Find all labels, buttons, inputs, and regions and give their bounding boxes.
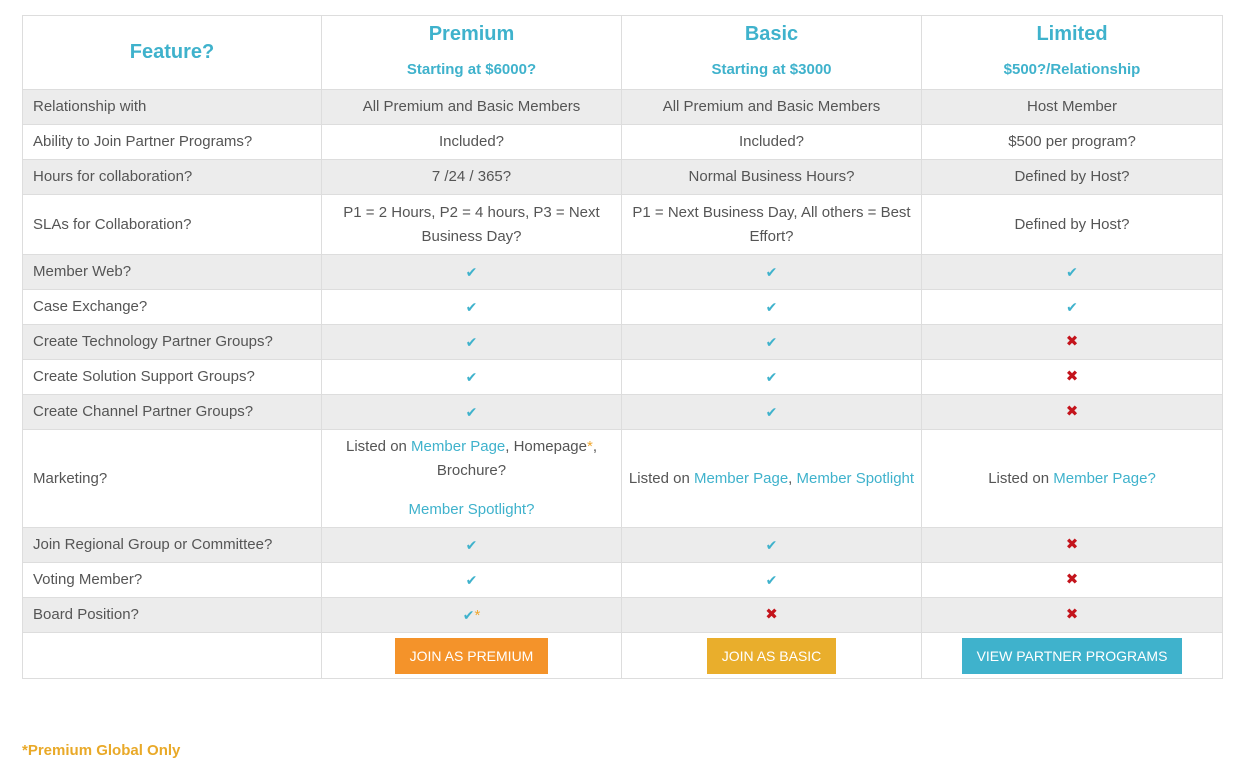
plan-name-basic: Basic: [744, 22, 799, 45]
cross-icon: ✖: [1065, 403, 1079, 420]
feature-label: SLAs for Collaboration?: [23, 195, 322, 255]
cell-basic: P1 = Next Business Day, All others = Best Effort?: [622, 195, 922, 255]
check-icon: ✔: [765, 571, 778, 588]
table-row: [23, 528, 1223, 563]
cell-basic: [622, 325, 922, 360]
member-page-link[interactable]: Member Page: [411, 438, 506, 455]
feature-label: Marketing?: [23, 430, 322, 528]
cell-basic: [622, 395, 922, 430]
table-row: [23, 125, 1223, 160]
feature-label: Hours for collaboration?: [23, 160, 322, 195]
feature-label: Member Web?: [23, 255, 322, 290]
feature-label: Create Channel Partner Groups?: [23, 395, 322, 430]
check-icon: ✔: [462, 606, 475, 623]
plan-header-limited: [922, 16, 1223, 90]
check-icon: ✔: [465, 536, 478, 553]
cross-icon: ✖: [765, 606, 778, 623]
cell-limited: [922, 528, 1223, 563]
cell-limited: [922, 598, 1223, 633]
cell-basic: [622, 598, 922, 633]
cross-icon: ✖: [1065, 536, 1079, 553]
cell-basic: [622, 290, 922, 325]
table-header-row: [23, 16, 1223, 90]
check-icon: ✔: [765, 368, 778, 385]
check-icon: ✔: [465, 368, 478, 385]
check-icon: ✔: [765, 333, 778, 350]
cell-limited: [922, 255, 1223, 290]
check-icon: ✔: [765, 403, 778, 420]
table-row: [23, 360, 1223, 395]
cell-premium: Included?: [322, 125, 622, 160]
footnote: *Premium Global Only: [22, 742, 181, 759]
cell-limited: [922, 290, 1223, 325]
cell-premium: [322, 633, 622, 679]
cell-premium: [322, 255, 622, 290]
cell-basic: [622, 360, 922, 395]
cell-basic: [622, 255, 922, 290]
cell-limited: Defined by Host?: [922, 160, 1223, 195]
table-row: [23, 255, 1223, 290]
cell-basic: [622, 633, 922, 679]
brochure-text: Brochure?: [436, 462, 507, 479]
listed-on-text: Listed on: [346, 438, 412, 455]
plan-header-premium: [322, 16, 622, 90]
cell-premium: [322, 430, 622, 528]
cell-premium: [322, 325, 622, 360]
asterisk: *: [586, 438, 593, 455]
check-icon: ✔: [1066, 298, 1078, 315]
cell-premium: P1 = 2 Hours, P2 = 4 hours, P3 = Next Business Day?: [322, 195, 622, 255]
cell-premium: [322, 395, 622, 430]
join-basic-button[interactable]: JOIN AS BASIC: [707, 638, 837, 674]
cell-premium: [322, 528, 622, 563]
plan-price-premium: Starting at $6000?: [406, 60, 537, 78]
join-premium-button[interactable]: JOIN AS PREMIUM: [395, 638, 549, 674]
cell-premium: All Premium and Basic Members: [322, 90, 622, 125]
cell-premium: [322, 290, 622, 325]
cell-premium: [322, 563, 622, 598]
feature-column-header: [23, 16, 322, 90]
view-partner-programs-button[interactable]: VIEW PARTNER PROGRAMS: [962, 638, 1183, 674]
table-row: [23, 195, 1223, 255]
cross-icon: ✖: [1065, 368, 1079, 385]
cell-limited: [922, 395, 1223, 430]
table-row: [23, 325, 1223, 360]
cell-limited: Defined by Host?: [922, 195, 1223, 255]
table-row: [23, 563, 1223, 598]
plan-header-basic: [622, 16, 922, 90]
member-page-link[interactable]: Member Page: [693, 469, 789, 487]
member-page-link[interactable]: Member Page?: [1053, 469, 1156, 487]
table-row: [23, 395, 1223, 430]
table-row: [23, 160, 1223, 195]
table-row: [23, 90, 1223, 125]
table-row: [23, 290, 1223, 325]
member-spotlight-link[interactable]: Member Spotlight: [796, 469, 915, 487]
plan-price-basic: Starting at $3000: [711, 60, 832, 78]
cell-limited: Host Member: [922, 90, 1223, 125]
check-icon: ✔: [465, 298, 478, 315]
homepage-text: , Homepage: [505, 438, 587, 455]
feature-label: Voting Member?: [23, 563, 322, 598]
cell-limited: [922, 633, 1223, 679]
cell-basic: [622, 563, 922, 598]
cross-icon: ✖: [1065, 606, 1079, 623]
feature-label: Create Solution Support Groups?: [23, 360, 322, 395]
check-icon: ✔: [765, 263, 778, 280]
feature-label: Relationship with: [23, 90, 322, 125]
cell-limited: [922, 563, 1223, 598]
feature-header-label: Feature?: [129, 40, 215, 63]
cell-basic: All Premium and Basic Members: [622, 90, 922, 125]
separator-text: ,: [788, 469, 797, 487]
comparison-table: [22, 15, 1223, 679]
empty-cell: [23, 633, 322, 679]
cell-limited: [922, 430, 1223, 528]
check-icon: ✔: [765, 298, 778, 315]
cell-premium: [322, 360, 622, 395]
check-icon: ✔: [765, 536, 778, 553]
check-icon: ✔: [465, 571, 478, 588]
cross-icon: ✖: [1065, 333, 1079, 350]
table-row: [23, 598, 1223, 633]
table-row-actions: [23, 633, 1223, 679]
feature-label: Join Regional Group or Committee?: [23, 528, 322, 563]
feature-label: Ability to Join Partner Programs?: [23, 125, 322, 160]
table-row-marketing: [23, 430, 1223, 528]
check-icon: ✔: [465, 403, 478, 420]
cell-premium: 7 /24 / 365?: [322, 160, 622, 195]
asterisk: *: [474, 606, 481, 624]
cell-limited: $500 per program?: [922, 125, 1223, 160]
listed-on-text: Listed on: [628, 469, 694, 487]
cell-limited: [922, 360, 1223, 395]
cross-icon: ✖: [1065, 571, 1079, 588]
cell-basic: Normal Business Hours?: [622, 160, 922, 195]
plan-name-premium: Premium: [428, 22, 515, 45]
cell-basic: [622, 430, 922, 528]
comma-text: ,: [592, 438, 597, 455]
member-spotlight-link[interactable]: Member Spotlight?: [408, 501, 535, 518]
feature-label: Board Position?: [23, 598, 322, 633]
feature-label: Case Exchange?: [23, 290, 322, 325]
cell-basic: Included?: [622, 125, 922, 160]
listed-on-text: Listed on: [988, 469, 1054, 487]
check-icon: ✔: [465, 263, 478, 280]
plan-name-limited: Limited: [1036, 22, 1108, 45]
cell-limited: [922, 325, 1223, 360]
plan-price-limited: $500?/Relationship: [1003, 60, 1141, 78]
cell-premium: [322, 598, 622, 633]
check-icon: ✔: [465, 333, 478, 350]
cell-basic: [622, 528, 922, 563]
feature-label: Create Technology Partner Groups?: [23, 325, 322, 360]
check-icon: ✔: [1066, 263, 1078, 280]
